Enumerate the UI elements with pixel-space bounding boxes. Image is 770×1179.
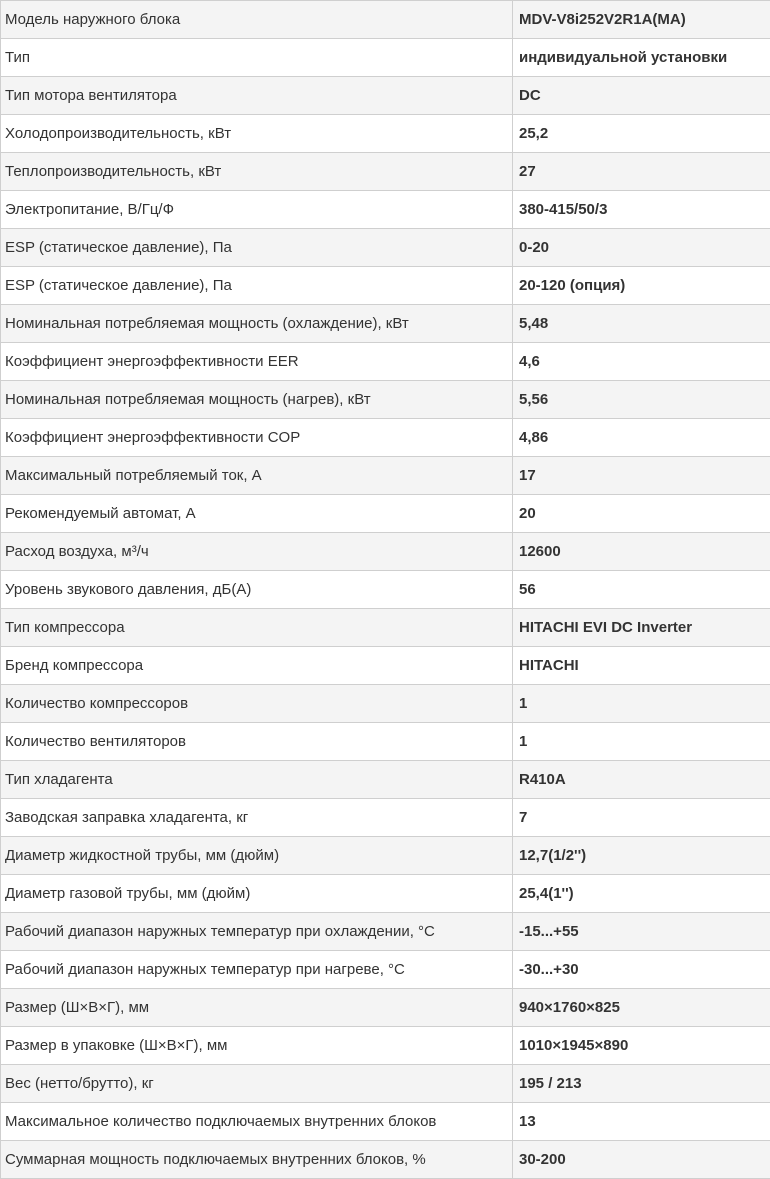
spec-value-cell: DC	[513, 77, 770, 115]
table-row	[1, 761, 770, 799]
table-row	[1, 115, 770, 153]
spec-label-cell: Вес (нетто/брутто), кг	[1, 1065, 513, 1103]
spec-value-cell: 12,7(1/2'')	[513, 837, 770, 875]
spec-value-cell: 0-20	[513, 229, 770, 267]
spec-value-cell: 380-415/50/3	[513, 191, 770, 229]
spec-value-cell: 5,56	[513, 381, 770, 419]
table-row	[1, 1141, 770, 1179]
spec-value-cell: 1010×1945×890	[513, 1027, 770, 1065]
spec-value-cell: 1	[513, 723, 770, 761]
spec-label-cell: Бренд компрессора	[1, 647, 513, 685]
table-row	[1, 191, 770, 229]
spec-value-cell: -30...+30	[513, 951, 770, 989]
table-row	[1, 1065, 770, 1103]
table-row	[1, 1, 770, 39]
table-row	[1, 153, 770, 191]
spec-label-cell: Размер (Ш×В×Г), мм	[1, 989, 513, 1027]
spec-label-cell: Коэффициент энергоэффективности EER	[1, 343, 513, 381]
spec-label-cell: Холодопроизводительность, кВт	[1, 115, 513, 153]
spec-value-cell: 27	[513, 153, 770, 191]
spec-value-cell: -15...+55	[513, 913, 770, 951]
spec-label-cell: ESP (статическое давление), Па	[1, 267, 513, 305]
spec-label-cell: Коэффициент энергоэффективности COP	[1, 419, 513, 457]
spec-label-cell: Тип хладагента	[1, 761, 513, 799]
table-row	[1, 305, 770, 343]
spec-value-cell: 17	[513, 457, 770, 495]
spec-value-cell: 12600	[513, 533, 770, 571]
table-row	[1, 267, 770, 305]
spec-value-cell: 20-120 (опция)	[513, 267, 770, 305]
table-row	[1, 381, 770, 419]
spec-value-cell: индивидуальной установки	[513, 39, 770, 77]
spec-value-cell: 4,6	[513, 343, 770, 381]
table-row	[1, 457, 770, 495]
spec-value-cell: HITACHI EVI DC Inverter	[513, 609, 770, 647]
table-row	[1, 495, 770, 533]
table-row	[1, 913, 770, 951]
spec-label-cell: Заводская заправка хладагента, кг	[1, 799, 513, 837]
table-row	[1, 685, 770, 723]
spec-value-cell: 13	[513, 1103, 770, 1141]
spec-label-cell: Тип	[1, 39, 513, 77]
table-row	[1, 77, 770, 115]
table-row	[1, 837, 770, 875]
spec-label-cell: Расход воздуха, м³/ч	[1, 533, 513, 571]
spec-label-cell: Максимальный потребляемый ток, А	[1, 457, 513, 495]
table-row	[1, 951, 770, 989]
table-row	[1, 229, 770, 267]
spec-label-cell: Размер в упаковке (Ш×В×Г), мм	[1, 1027, 513, 1065]
table-row	[1, 1103, 770, 1141]
spec-value-cell: 25,2	[513, 115, 770, 153]
spec-table-body	[1, 1, 770, 1179]
table-row	[1, 875, 770, 913]
spec-label-cell: Уровень звукового давления, дБ(А)	[1, 571, 513, 609]
spec-value-cell: 195 / 213	[513, 1065, 770, 1103]
table-row	[1, 1027, 770, 1065]
spec-label-cell: Рабочий диапазон наружных температур при охлаждении, °С	[1, 913, 513, 951]
spec-value-cell: 4,86	[513, 419, 770, 457]
table-row	[1, 39, 770, 77]
spec-label-cell: Суммарная мощность подключаемых внутренних блоков, %	[1, 1141, 513, 1179]
spec-label-cell: Номинальная потребляемая мощность (нагрев), кВт	[1, 381, 513, 419]
spec-value-cell: HITACHI	[513, 647, 770, 685]
spec-value-cell: 5,48	[513, 305, 770, 343]
spec-label-cell: Количество компрессоров	[1, 685, 513, 723]
table-row	[1, 609, 770, 647]
spec-label-cell: Количество вентиляторов	[1, 723, 513, 761]
spec-label-cell: Электропитание, В/Гц/Ф	[1, 191, 513, 229]
spec-label-cell: Диаметр газовой трубы, мм (дюйм)	[1, 875, 513, 913]
spec-value-cell: 20	[513, 495, 770, 533]
spec-value-cell: 25,4(1'')	[513, 875, 770, 913]
spec-value-cell: 30-200	[513, 1141, 770, 1179]
spec-value-cell: 1	[513, 685, 770, 723]
spec-label-cell: Теплопроизводительность, кВт	[1, 153, 513, 191]
table-row	[1, 343, 770, 381]
table-row	[1, 799, 770, 837]
spec-value-cell: 940×1760×825	[513, 989, 770, 1027]
spec-value-cell: R410A	[513, 761, 770, 799]
spec-label-cell: Модель наружного блока	[1, 1, 513, 39]
table-row	[1, 533, 770, 571]
spec-value-cell: 7	[513, 799, 770, 837]
table-row	[1, 647, 770, 685]
spec-label-cell: ESP (статическое давление), Па	[1, 229, 513, 267]
spec-label-cell: Максимальное количество подключаемых внутренних блоков	[1, 1103, 513, 1141]
spec-label-cell: Тип мотора вентилятора	[1, 77, 513, 115]
table-row	[1, 419, 770, 457]
spec-label-cell: Номинальная потребляемая мощность (охлаждение), кВт	[1, 305, 513, 343]
table-row	[1, 571, 770, 609]
spec-label-cell: Рекомендуемый автомат, А	[1, 495, 513, 533]
spec-label-cell: Тип компрессора	[1, 609, 513, 647]
spec-label-cell: Рабочий диапазон наружных температур при нагреве, °С	[1, 951, 513, 989]
table-row	[1, 723, 770, 761]
spec-value-cell: 56	[513, 571, 770, 609]
spec-label-cell: Диаметр жидкостной трубы, мм (дюйм)	[1, 837, 513, 875]
table-row	[1, 989, 770, 1027]
spec-value-cell: MDV-V8i252V2R1A(MA)	[513, 1, 770, 39]
